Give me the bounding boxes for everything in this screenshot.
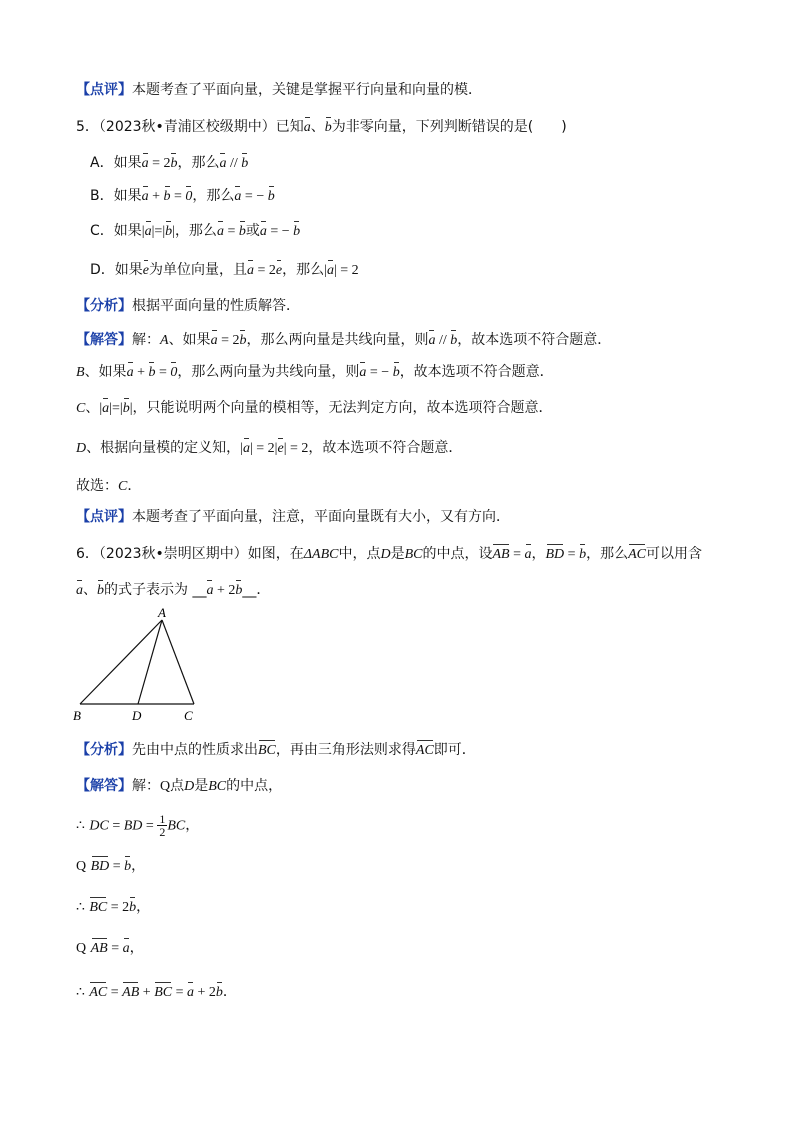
q6-solution-1: 【解答】解：Q点D是BC的中点， bbox=[76, 778, 283, 794]
option-c: C．如果|a|=|b|，那么a = b或a = − b bbox=[90, 221, 300, 242]
option-b: B．如果a + b = 0，那么a = − b bbox=[90, 186, 275, 207]
fraction-half: $\frac{1}{2}$ bbox=[159, 812, 166, 839]
q5-review: 【点评】本题考查了平面向量，注意，平面向量既有大小，又有方向． bbox=[76, 509, 510, 525]
q6-solution-4: ∴ BC = 2b， bbox=[76, 897, 150, 918]
q6-solution-3: Q BD = b， bbox=[76, 856, 145, 877]
q5-solution-a: 【解答】解：A、如果a = 2b，那么两向量是共线向量，则a // b，故本选项不符合题意． bbox=[76, 330, 611, 351]
option-d: D．如果e为单位向量，且a = 2e，那么|a| = 2 bbox=[90, 260, 359, 281]
label-b: B bbox=[73, 708, 81, 723]
review-text: 本题考查了平面向量，关键是掌握平行向量和向量的模． bbox=[132, 82, 482, 98]
label-d: D bbox=[132, 708, 142, 723]
q6-solution-6: ∴ AC = AB + BC = a + 2b． bbox=[76, 982, 237, 1003]
q6-solution-5: Q AB = a， bbox=[76, 938, 144, 959]
q5-solution-b: B、如果a + b = 0，那么两向量为共线向量，则a = − b，故本选项不符合题意． bbox=[76, 362, 554, 383]
review-tag: 【点评】 bbox=[76, 82, 132, 98]
review-line-1 bbox=[76, 80, 482, 100]
q5-choice: 故选：C． bbox=[76, 478, 142, 494]
q6-solution-2: ∴ DC = BD = $\frac{1}{2}$ BC， bbox=[76, 812, 200, 839]
q5-solution-d: D、根据向量模的定义知，|a| = 2|e| = 2，故本选项不符合题意． bbox=[76, 438, 462, 459]
q5-analysis: 【分析】根据平面向量的性质解答． bbox=[76, 298, 300, 314]
q5-solution-c: C、|a|=|b|，只能说明两个向量的模相等，无法判定方向，故本选项符合题意． bbox=[76, 398, 553, 419]
side-ac bbox=[162, 620, 194, 704]
label-a: A bbox=[158, 606, 166, 620]
triangle-diagram bbox=[70, 606, 210, 726]
question-5-stem: 5．（2023秋•青浦区校级期中）已知a、b为非零向量，下列判断错误的是( ) bbox=[76, 117, 567, 138]
question-6-stem-1: 6．（2023秋•崇明区期中）如图，在ΔABC中，点D是BC的中点，设AB = a，BD = b，那么AC可以用含 bbox=[76, 544, 702, 565]
label-c: C bbox=[184, 708, 193, 723]
q6-analysis: 【分析】先由中点的性质求出BC，再由三角形法则求得AC即可． bbox=[76, 740, 476, 761]
question-6-stem-2: a、b的式子表示为 __a + 2b__． bbox=[76, 580, 270, 601]
option-a: A．如果a = 2b，那么a // b bbox=[90, 153, 248, 174]
